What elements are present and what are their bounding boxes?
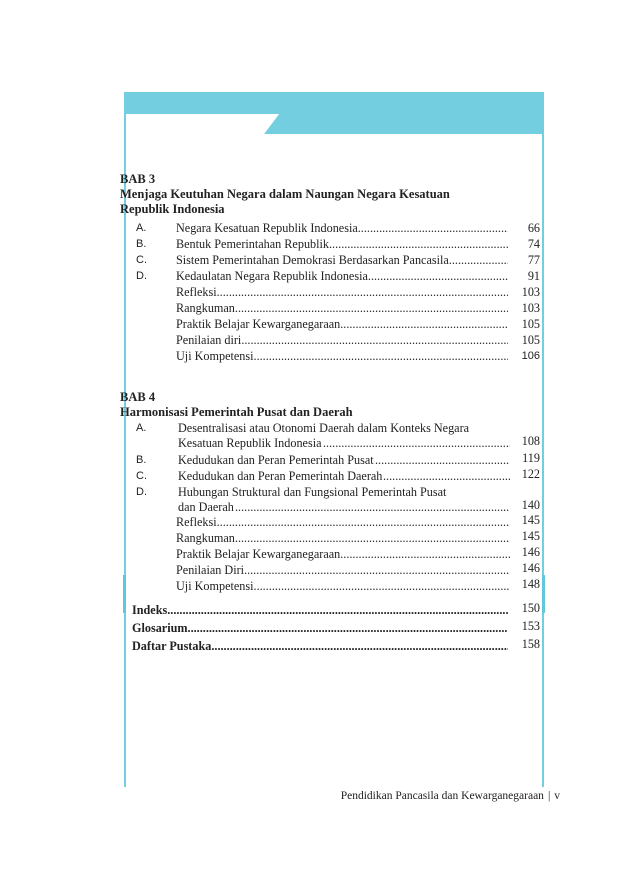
entry-title: Bentuk Pemerintahan Republik [176,237,329,251]
bab4-d-page: 140 [521,498,540,512]
right-edge-mark [542,575,545,613]
entry-letter: A. [136,222,147,234]
leader-dots [244,562,510,578]
entry-letter: C. [136,254,147,266]
leader-dots [329,236,508,252]
list-item[interactable] [178,435,322,451]
leader-dots [211,638,508,654]
list-item[interactable] [176,562,512,578]
bab4-title: Harmonisasi Pemerintah Pusat dan Daerah [120,405,353,419]
entry-page: 103 [521,285,540,299]
entry-title: Penilaian diri [176,333,242,347]
footer-page-number: v [554,790,560,802]
entry-title: Refleksi [176,515,217,529]
bab4-d-line1[interactable]: Hubungan Struktural dan Fungsional Pemerintah Pusat [178,485,447,499]
back-matter-item[interactable] [132,620,510,636]
left-edge-mark [123,575,126,613]
list-item[interactable] [176,332,510,348]
entry-title: Daftar Pustaka [132,639,212,653]
leader-dots [235,300,508,316]
entry-page: 105 [521,317,540,331]
bab4-a-line2: Kesatuan Republik Indonesia [178,436,322,450]
list-item[interactable] [176,236,510,252]
list-item[interactable] [176,514,512,530]
entry-title: Kedaulatan Negara Republik Indonesia [176,269,368,283]
entry-page: 106 [521,350,540,362]
leader-dots [254,578,510,594]
bab3-title-line2: Republik Indonesia [120,202,225,216]
leader-dots [217,514,510,530]
bab4-a-page: 108 [521,434,540,448]
entry-page: 74 [527,237,540,251]
list-item[interactable] [176,348,510,364]
entry-page: 91 [527,269,540,283]
leader-dots [188,620,508,636]
list-item[interactable] [176,546,512,562]
bab4-d-letter: D. [136,486,147,498]
leader-dots [340,316,508,332]
entry-page: 66 [527,221,540,235]
bab3-title-line1: Menjaga Keutuhan Negara dalam Naungan Negara Kesatuan [120,187,450,201]
leader-dots [167,602,508,618]
entry-letter: D. [136,270,147,282]
leader-dots [368,268,508,284]
page-footer [341,790,560,802]
bab4-c-page: 122 [521,467,540,481]
entry-title: Praktik Belajar Kewarganegaraan [176,317,341,331]
entry-title: Glosarium [132,621,188,635]
bab4-b-text[interactable]: Kedudukan dan Peran Pemerintah Pusat [178,453,374,467]
entry-title: Rangkuman [176,531,235,545]
entry-page: 145 [521,513,540,527]
list-item[interactable] [176,268,510,284]
entry-title: Penilaian Diri [176,563,245,577]
entry-page: 77 [527,253,540,267]
leader-dots [241,332,508,348]
footer-separator: | [547,790,551,802]
leader-dots [235,530,510,546]
entry-letter: B. [136,238,147,250]
entry-page: 145 [521,529,540,543]
back-matter-item[interactable] [132,602,510,618]
entry-page: 153 [521,619,540,633]
entry-page: 103 [521,301,540,315]
leader-dots [375,452,510,468]
bab4-number: BAB 4 [120,390,156,404]
list-item[interactable] [176,284,510,300]
entry-title: Negara Kesatuan Republik Indonesia [176,221,358,235]
leader-dots [340,546,510,562]
leader-dots [323,435,510,451]
entry-title: Uji Kompetensi [176,579,254,593]
entry-page: 150 [521,601,540,615]
entry-title: Rangkuman [176,301,235,315]
entry-page: 105 [521,333,540,347]
list-item[interactable] [176,300,510,316]
bab4-b-letter: B. [136,454,147,466]
entry-title: Praktik Belajar Kewarganegaraan [176,547,341,561]
leader-dots [449,252,508,268]
leader-dots [217,284,508,300]
back-matter-item[interactable] [132,638,510,654]
leader-dots [254,348,508,364]
bab4-a-line1[interactable]: Desentralisasi atau Otonomi Daerah dalam Konteks Negara [178,421,470,435]
bab4-d-line2[interactable]: dan Daerah [178,500,234,514]
list-item[interactable] [176,578,512,594]
list-item[interactable] [176,220,510,236]
bab3-number: BAB 3 [120,172,156,186]
bab4-c-letter: C. [136,470,147,482]
entry-title: Indeks [132,603,168,617]
leader-dots [235,499,510,515]
entry-page: 146 [521,545,540,559]
leader-dots [358,220,508,236]
entry-title: Uji Kompetensi [176,349,254,363]
bab4-a-letter: A. [136,422,147,434]
bab4-b-page: 119 [522,451,540,465]
list-item[interactable] [176,530,512,546]
entry-page: 158 [521,637,540,651]
entry-title: Refleksi [176,285,217,299]
entry-page: 148 [521,577,540,591]
bab4-c-text[interactable]: Kedudukan dan Peran Pemerintah Daerah [178,469,383,483]
list-item[interactable] [176,316,510,332]
entry-title: Sistem Pemerintahan Demokrasi Berdasarkan Pancasila [176,253,449,267]
leader-dots [383,468,510,484]
entry-page: 146 [521,561,540,575]
list-item[interactable] [176,252,510,268]
footer-book-title: Pendidikan Pancasila dan Kewarganegaraan [340,790,544,802]
